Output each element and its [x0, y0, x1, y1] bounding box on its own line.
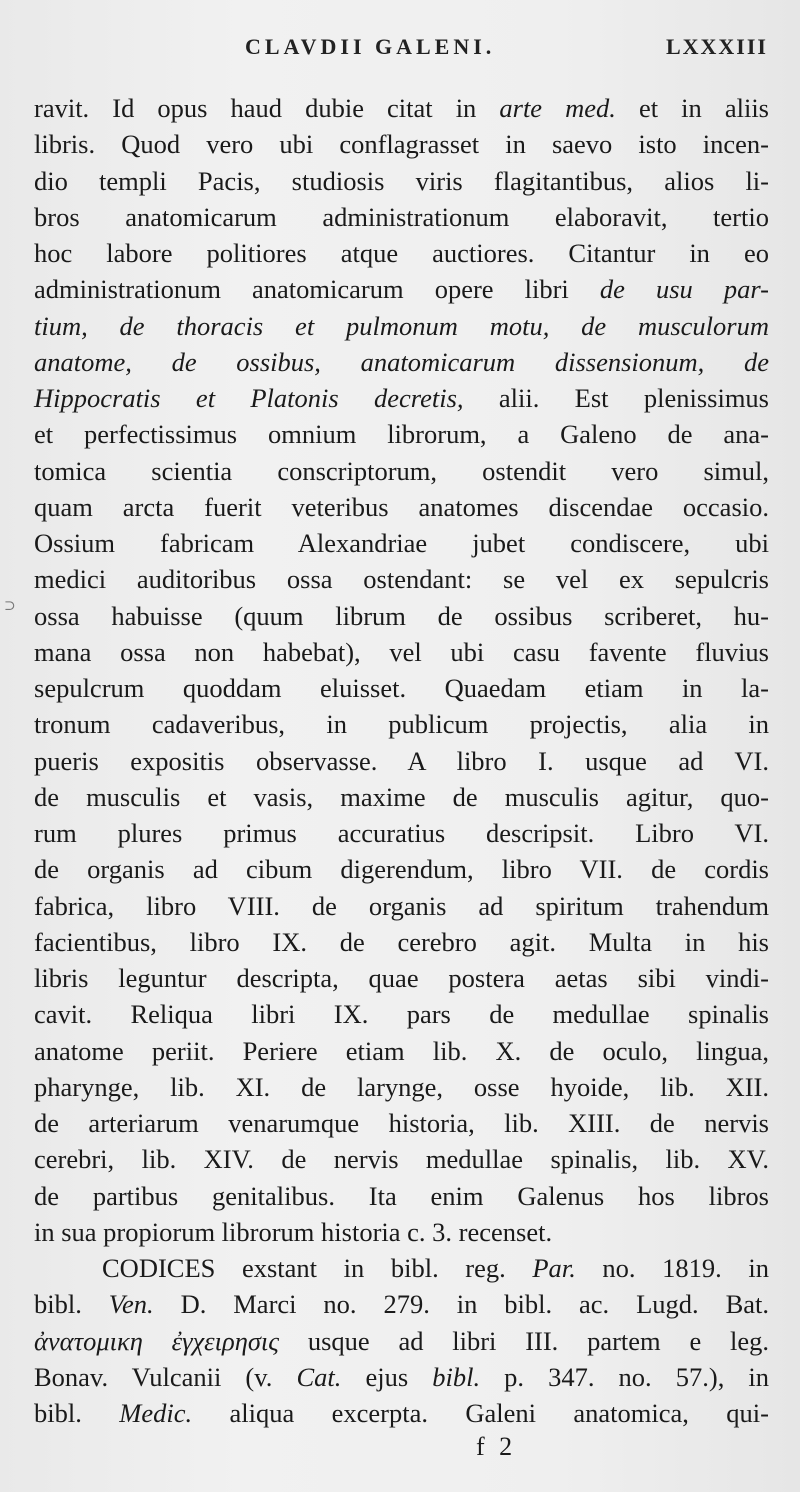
text-span: bibl. — [34, 1398, 120, 1428]
text-span: de partibus genitalibus. Ita enim Galenus hos libros — [34, 1180, 769, 1211]
text-line — [34, 598, 769, 634]
text-line — [34, 1141, 769, 1177]
text-span: cavit. Reliqua libri IX. pars de medullae spinalis — [34, 999, 769, 1030]
italic-text: tium, de thoracis et pulmonum motu, de musculorum — [34, 310, 769, 341]
italic-text: Hippocratis et Platonis decretis, — [34, 383, 464, 413]
text-span: in sua propiorum librorum historia c. 3. recenset. — [34, 1216, 553, 1247]
text-line — [34, 1214, 769, 1250]
text-line — [34, 960, 769, 996]
margin-mark: ⊃ — [4, 599, 16, 614]
text-line — [34, 924, 769, 960]
text-line — [34, 634, 769, 670]
text-span: bibl. — [34, 1289, 109, 1320]
text-line — [34, 344, 769, 380]
text-span: tronum cadaveribus, in publicum projectis, alia in — [34, 709, 769, 740]
text-line — [34, 743, 769, 779]
text-line — [34, 561, 769, 597]
text-span: ossa habuisse (quum librum de ossibus scriberet, hu- — [34, 600, 769, 631]
text-span: libris. Quod vero ubi conflagrasset in saevo isto incen- — [34, 129, 769, 160]
text-line — [34, 235, 769, 271]
text-span: mana ossa non habebat), vel ubi casu favente fluvius — [34, 636, 769, 667]
text-line — [34, 525, 769, 561]
text-line — [34, 779, 769, 815]
italic-text: Ven. — [108, 1289, 154, 1320]
italic-text: bibl. — [432, 1361, 481, 1392]
italic-text: ἀνατομικη ἐγχειρησις — [34, 1325, 280, 1356]
text-span: Ossium fabricam Alexandriae jubet condiscere, ubi — [34, 528, 769, 558]
text-span: quam arcta fuerit veteribus anatomes discendae occasio. — [34, 491, 769, 522]
text-span: pueris expositis observasse. A libro I. usque ad VI. — [34, 745, 769, 776]
text-line — [34, 670, 769, 706]
text-span: medici auditoribus ossa ostendant: se vel ex sepulcris — [34, 564, 769, 595]
italic-text: Cat. — [296, 1361, 342, 1392]
page-header — [0, 28, 800, 68]
text-line — [34, 163, 769, 199]
text-line — [34, 126, 769, 162]
italic-text: arte med. — [499, 93, 616, 123]
text-span: pharynge, lib. XI. de larynge, osse hyoide, lib. XII. — [34, 1071, 769, 1102]
text-span: administrationum anatomicarum opere libri — [34, 274, 600, 305]
text-line — [34, 416, 769, 452]
text-span: et perfectissimus omnium librorum, a Galeno de ana- — [34, 419, 769, 450]
text-span: aliqua excerpta. Galeni anatomica, qui- — [192, 1398, 769, 1428]
text-span: de musculis et vasis, maxime de musculis agitur, quo- — [34, 781, 769, 812]
page-number: LXXXIII — [665, 34, 768, 59]
italic-text: de usu par- — [599, 274, 769, 305]
text-line — [34, 1359, 769, 1395]
body-text — [34, 90, 769, 1431]
text-line — [34, 380, 769, 416]
text-line — [34, 1323, 769, 1359]
text-line — [34, 1395, 769, 1431]
text-span: tomica scientia conscriptorum, ostendit vero simul, — [34, 455, 769, 486]
page-footer — [0, 1428, 800, 1468]
text-line — [34, 996, 769, 1032]
text-span: no. 1819. in — [575, 1253, 769, 1283]
italic-text: anatome, de ossibus, anatomicarum dissensionum, de — [34, 346, 769, 377]
text-span: Bonav. Vulcanii (v. — [34, 1361, 297, 1392]
text-span: et in aliis — [615, 93, 769, 123]
text-line — [34, 271, 769, 307]
text-span: p. 347. no. 57.), in — [480, 1361, 770, 1392]
running-title: CLAVDII GALENI. — [245, 34, 496, 59]
text-span: facientibus, libro IX. de cerebro agit. Multa in his — [34, 926, 769, 957]
text-span: D. Marci no. 279. in bibl. ac. Lugd. Bat. — [153, 1289, 769, 1320]
text-span: CODICES exstant in bibl. reg. — [102, 1253, 533, 1283]
text-span: rum plures primus accuratius descripsit. Libro VI. — [34, 818, 769, 848]
text-span: fabrica, libro VIII. de organis ad spiritum trahendum — [34, 890, 769, 921]
text-span: de arteriarum venarumque historia, lib. XIII. de nervis — [34, 1108, 769, 1138]
text-span: alii. Est plenissimus — [463, 383, 769, 413]
text-line — [34, 851, 769, 887]
text-span: ejus — [341, 1361, 433, 1392]
text-span: bros anatomicarum administrationum elaboravit, tertio — [34, 201, 769, 232]
text-span: usque ad libri III. partem e leg. — [279, 1325, 770, 1356]
text-line — [34, 1250, 769, 1286]
text-line — [34, 1178, 769, 1214]
italic-text: Medic. — [119, 1398, 193, 1428]
text-line — [34, 706, 769, 742]
text-line — [34, 199, 769, 235]
text-span: sepulcrum quoddam eluisset. Quaedam etiam in la- — [34, 673, 769, 703]
text-line — [34, 90, 769, 126]
text-line — [34, 1105, 769, 1141]
text-line — [34, 1286, 769, 1322]
text-line — [34, 815, 769, 851]
text-line — [34, 1033, 769, 1069]
text-span: hoc labore politiores atque auctiores. Citantur in eo — [34, 238, 769, 268]
text-line — [34, 1069, 769, 1105]
text-span: anatome periit. Periere etiam lib. X. de oculo, lingua, — [34, 1035, 769, 1066]
text-span: ravit. Id opus haud dubie citat in — [34, 93, 500, 123]
text-line — [34, 453, 769, 489]
signature-mark: f 2 — [476, 1432, 517, 1461]
text-line — [34, 308, 769, 344]
text-span: de organis ad cibum digerendum, libro VII. de cordis — [34, 854, 769, 885]
text-span: cerebri, lib. XIV. de nervis medullae spinalis, lib. XV. — [34, 1144, 769, 1175]
text-line — [34, 888, 769, 924]
text-span: dio templi Pacis, studiosis viris flagitantibus, alios li- — [34, 165, 769, 196]
text-line — [34, 489, 769, 525]
italic-text: Par. — [532, 1253, 576, 1283]
text-span: libris leguntur descripta, quae postera aetas sibi vindi- — [34, 963, 769, 993]
